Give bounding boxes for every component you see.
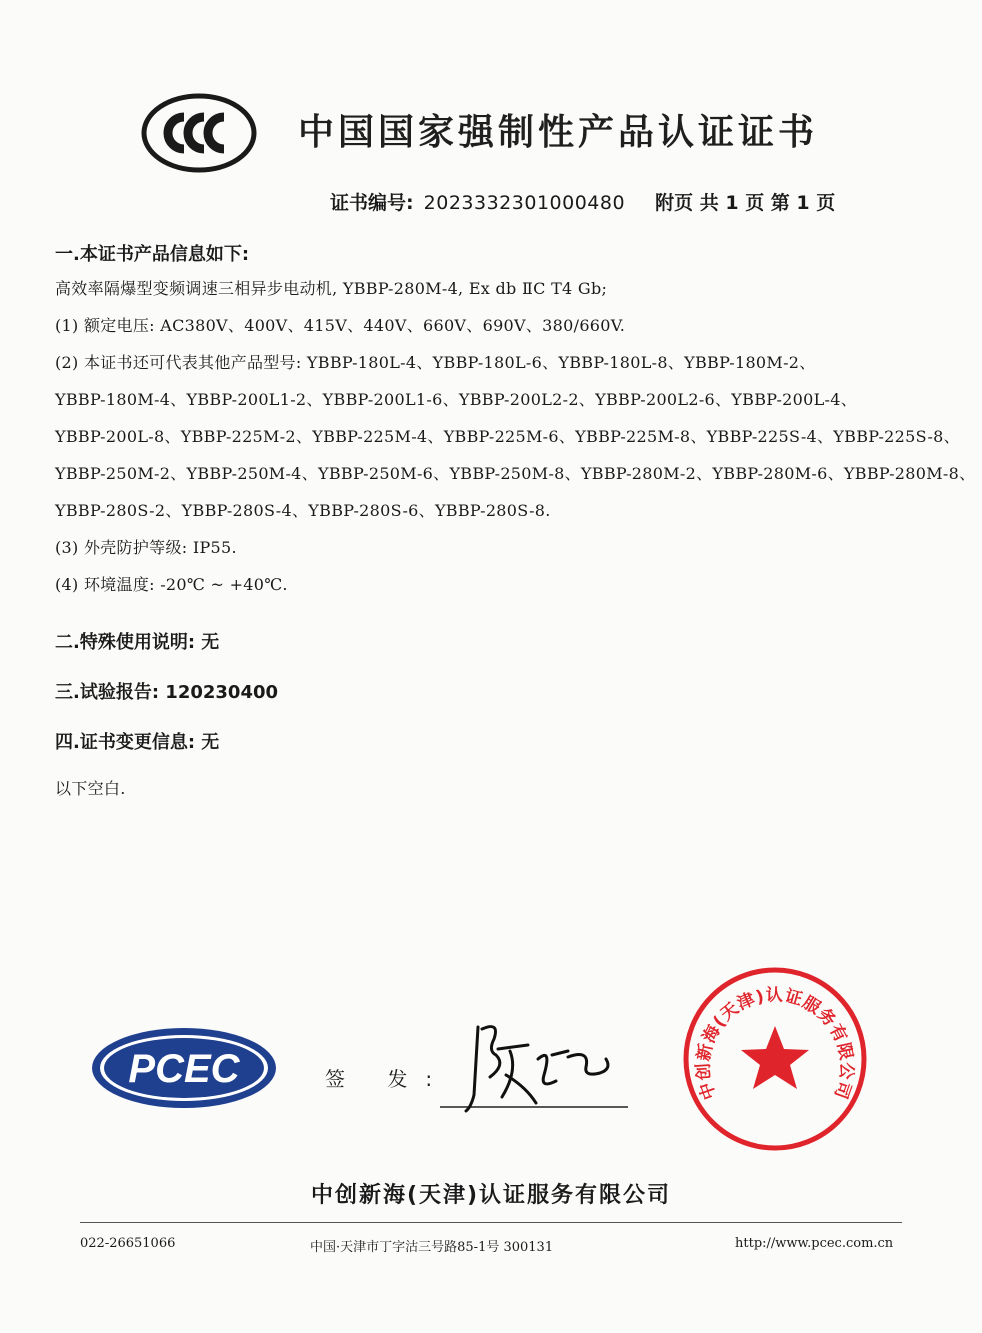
footer-url: http://www.pcec.com.cn: [735, 1236, 894, 1251]
certificate-change-info: 四.证书变更信息: 无: [55, 732, 220, 753]
certificate-title: 中国国家强制性产品认证证书: [298, 112, 819, 153]
issuing-company: 中创新海(天津)认证服务有限公司: [310, 1183, 672, 1208]
page-info: 附页 共 1 页 第 1 页: [655, 192, 836, 214]
section-3: [55, 678, 278, 708]
section-4: [55, 728, 219, 758]
test-report: 三.试验报告: 120230400: [55, 682, 279, 703]
company-seal: [682, 966, 868, 1152]
certificate-number-row: [330, 188, 920, 215]
pcec-logo-text: PCEC: [128, 1047, 240, 1091]
enclosure-protection: (3) 外壳防护等级: IP55.: [55, 538, 237, 557]
issuer-label: 签 发:: [325, 1067, 451, 1091]
footer-phone: 022-26651066: [80, 1236, 176, 1251]
certificate-number: 2023332301000480: [423, 192, 626, 214]
other-models-line: YBBP-200L-8、YBBP-225M-2、YBBP-225M-4、YBBP-225M-6、YBBP-225M-8、YBBP-225S-4、YBBP-225S-8、: [55, 427, 960, 446]
handwritten-signature: [440, 1015, 630, 1115]
other-models-line: YBBP-280S-2、YBBP-280S-4、YBBP-280S-6、YBBP-280S-8.: [55, 501, 551, 520]
blank-note: 以下空白.: [55, 779, 126, 798]
product-info-section: [55, 240, 976, 603]
other-models-line: (2) 本证书还可代表其他产品型号: YBBP-180L-4、YBBP-180L-6、YBBP-180L-8、YBBP-180M-2、: [55, 353, 816, 372]
seal-text: 中创新海(天津)认证服务有限公司: [693, 985, 857, 1103]
certificate-number-label: 证书编号:: [330, 192, 414, 214]
footer-divider: [80, 1222, 902, 1223]
section-1-title: 一.本证书产品信息如下:: [55, 244, 250, 265]
pcec-logo: [88, 1025, 280, 1111]
product-description: 高效率隔爆型变频调速三相异步电动机, YBBP-280M-4, Ex db ⅡC T4 Gb;: [55, 279, 608, 298]
footer-address: 中国·天津市丁字沽三号路85-1号 300131: [310, 1240, 554, 1255]
special-usage-note: 二.特殊使用说明: 无: [55, 632, 220, 653]
ambient-temperature: (4) 环境温度: -20℃ ~ +40℃.: [55, 575, 288, 594]
other-models-line: YBBP-180M-4、YBBP-200L1-2、YBBP-200L1-6、YBBP-200L2-2、YBBP-200L2-6、YBBP-200L-4、: [55, 390, 858, 409]
blank-note-row: [55, 770, 126, 807]
rated-voltage: (1) 额定电压: AC380V、400V、415V、440V、660V、690V、380/660V.: [55, 316, 626, 335]
ccc-logo: [140, 93, 258, 173]
section-2: [55, 628, 219, 658]
seal-star: [741, 1026, 809, 1089]
other-models-line: YBBP-250M-2、YBBP-250M-4、YBBP-250M-6、YBBP-250M-8、YBBP-280M-2、YBBP-280M-6、YBBP-280M-8、: [55, 464, 976, 483]
